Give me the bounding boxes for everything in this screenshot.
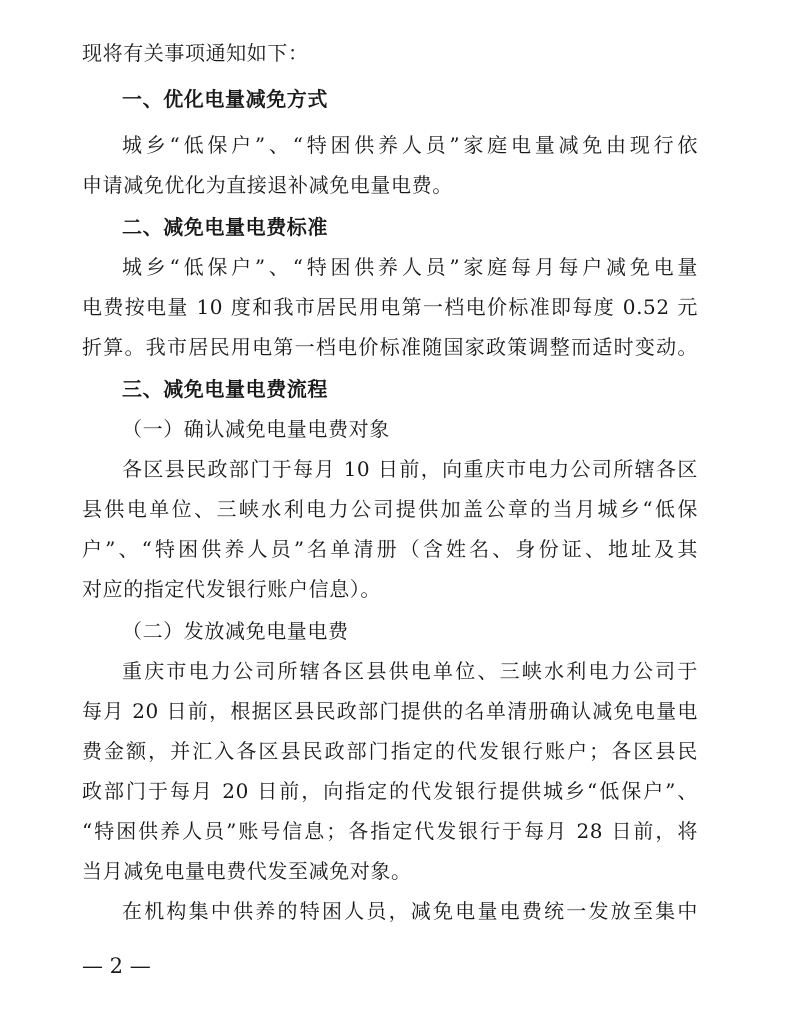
section-2-line-1: 城乡“低保户”、“特困供养人员”家庭每月每户减免电量 bbox=[122, 255, 698, 279]
section-2-heading: 二、减免电量电费标准 bbox=[122, 215, 328, 239]
section-1-heading: 一、优化电量减免方式 bbox=[122, 87, 328, 111]
section-3-heading: 三、减免电量电费流程 bbox=[122, 377, 328, 401]
subsection-2-line-5: “特困供养人员”账号信息；各指定代发银行于每月 28 日前，将 bbox=[82, 819, 698, 843]
intro-text: 现将有关事项通知如下： bbox=[82, 41, 309, 65]
subsection-1-line-3: 户”、“特困供养人员”名单清册（含姓名、身份证、地址及其 bbox=[82, 537, 698, 561]
subsection-1-line-4: 对应的指定代发银行账户信息）。 bbox=[82, 577, 381, 601]
subsection-2-line-4: 政部门于每月 20 日前，向指定的代发银行提供城乡“低保户”、 bbox=[82, 779, 698, 803]
subsection-1-line-1: 各区县民政部门于每月 10 日前，向重庆市电力公司所辖各区 bbox=[122, 457, 698, 481]
subsection-2-line-6: 当月减免电量电费代发至减免对象。 bbox=[82, 859, 412, 883]
section-1-line-2: 申请减免优化为直接退补减免电量电费。 bbox=[82, 173, 453, 197]
page-number: — 2 — bbox=[82, 954, 151, 978]
subsection-2-line-1: 重庆市电力公司所辖各区县供电单位、三峡水利电力公司于 bbox=[122, 659, 698, 683]
section-2-line-3: 折算。我市居民用电第一档电价标准随国家政策调整而适时变动。 bbox=[82, 335, 698, 359]
subsection-1-line-2: 县供电单位、三峡水利电力公司提供加盖公章的当月城乡“低保 bbox=[82, 497, 698, 521]
section-2-line-2: 电费按电量 10 度和我市居民用电第一档电价标准即每度 0.52 元 bbox=[82, 295, 698, 319]
subsection-2-heading: （二）发放减免电量电费 bbox=[122, 619, 349, 643]
subsection-2-line-7: 在机构集中供养的特困人员，减免电量电费统一发放至集中 bbox=[122, 899, 698, 923]
section-1-line-1: 城乡“低保户”、“特困供养人员”家庭电量减免由现行依 bbox=[122, 133, 698, 157]
subsection-1-heading: （一）确认减免电量电费对象 bbox=[122, 417, 390, 441]
subsection-2-line-3: 费金额，并汇入各区县民政部门指定的代发银行账户；各区县民 bbox=[82, 739, 698, 763]
subsection-2-line-2: 每月 20 日前，根据区县民政部门提供的名单清册确认减免电量电 bbox=[82, 699, 698, 723]
